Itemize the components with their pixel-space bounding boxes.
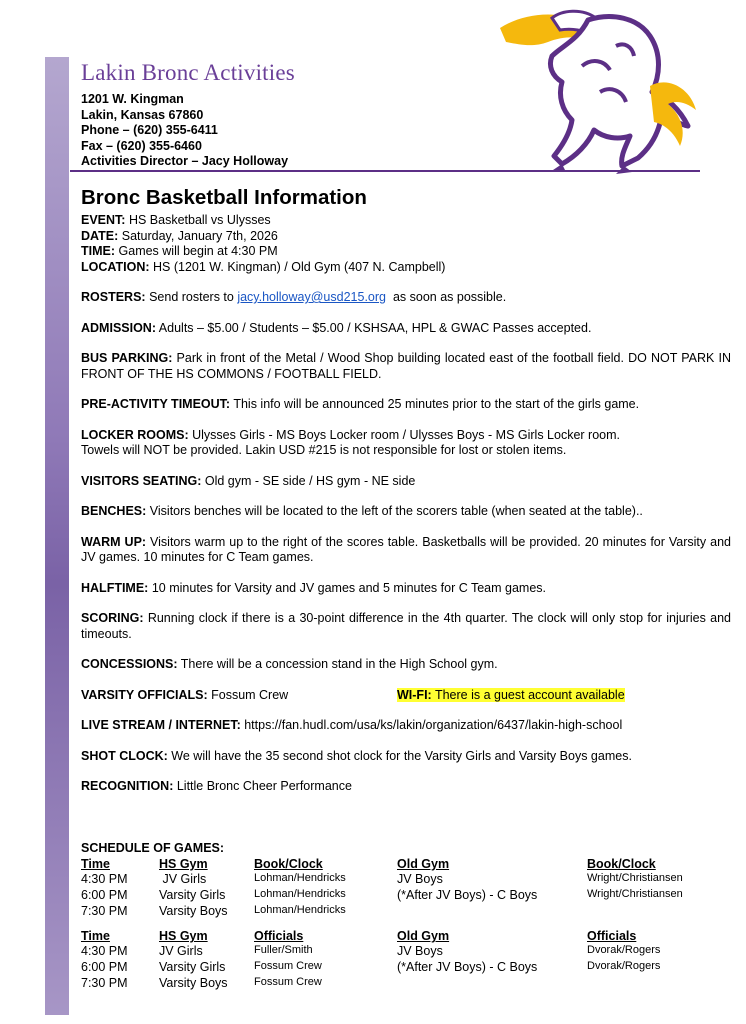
page-title: Bronc Basketball Information [81,186,367,209]
seating-line: VISITORS SEATING: Old gym - SE side / HS gym - NE side [81,473,416,488]
admission-line: ADMISSION: Adults – $5.00 / Students – $5.00 / KSHSAA, HPL & GWAC Passes accepted. [81,320,592,335]
col-header: Old Gym [397,857,450,871]
benches-line: BENCHES: Visitors benches will be located to the left of the scorers table (when seated at the table).. [81,504,643,518]
col-header: HS Gym [159,929,208,944]
col-header: Officials [254,929,304,944]
bus-parking-line: BUS PARKING: Park in front of the Metal / Wood Shop building located east of the football field. DO NOT PARK IN FRONT OF THE HS COMMONS / FOOTBALL FIELD. [81,351,731,381]
recognition-line: RECOGNITION: Little Bronc Cheer Performance [81,779,352,793]
fax-line: Fax – (620) 355-6460 [81,138,202,153]
col-header: HS Gym [159,857,208,871]
officials-line: VARSITY OFFICIALS: Fossum Crew [81,687,289,702]
schedule-title: SCHEDULE OF GAMES: [81,841,225,855]
bronco-logo-icon [492,6,702,174]
col-header: Officials [587,929,637,944]
schedule-section [81,841,707,992]
concessions-line: CONCESSIONS: There will be a concession stand in the High School gym. [81,657,498,671]
col-header: Time [81,857,110,871]
table-row: 4:30 PM JV Girls Lohman/Hendricks JV Boys Wright/Christiansen [81,872,683,886]
timeout-line: PRE-ACTIVITY TIMEOUT: This info will be announced 25 minutes prior to the start of the girls game. [81,397,640,411]
schedule-table-book-clock [81,856,707,919]
livestream-url[interactable]: https://fan.hudl.com/usa/ks/lakin/organization/6437/lakin-high-school [244,718,623,732]
director-line: Activities Director – Jacy Holloway [81,154,289,169]
table-row: 7:30 PM Varsity Boys Fossum Crew [81,975,322,990]
shotclock-line: SHOT CLOCK: We will have the 35 second shot clock for the Varsity Girls and Varsity Boys games. [81,748,632,763]
rosters-line: ROSTERS: Send rosters to jacy.holloway@usd215.org as soon as possible. [81,290,507,304]
event-line: EVENT: HS Basketball vs Ulysses [81,213,271,227]
warmup-line: WARM UP: Visitors warm up to the right of the scores table. Basketballs will be provided. 20 minutes for Varsity and JV games. 10 minutes for C Team games. [81,534,731,564]
col-header: Book/Clock [587,857,656,871]
time-line: TIME: Games will begin at 4:30 PM [81,244,278,258]
address-line-2: Lakin, Kansas 67860 [81,107,204,122]
scoring-line: SCORING: Running clock if there is a 30-point difference in the 4th quarter. The clock will only stop for injuries and timeouts. [81,611,731,641]
date-line: DATE: Saturday, January 7th, 2026 [81,228,278,243]
col-header: Book/Clock [254,857,323,871]
contact-block [81,92,288,170]
address-line-1: 1201 W. Kingman [81,92,184,106]
location-line: LOCATION: HS (1201 W. Kingman) / Old Gym (407 N. Campbell) [81,259,446,274]
phone-line: Phone – (620) 355-6411 [81,123,218,138]
table-row: 6:00 PM Varsity Girls Fossum Crew (*After JV Boys) - C Boys Dvorak/Rogers [81,960,661,975]
wifi-line: WI-FI: There is a guest account available [397,687,625,702]
table-header-row [81,856,707,872]
schedule-table-officials [81,928,707,991]
info-body [81,186,731,795]
col-header: Time [81,929,110,944]
email-link[interactable]: jacy.holloway@usd215.org [237,290,386,304]
officials-wifi-row [81,688,731,704]
towels-line: Towels will NOT be provided. Lakin USD #215 is not responsible for lost or stolen items. [81,443,567,457]
header-divider [70,170,700,172]
halftime-line: HALFTIME: 10 minutes for Varsity and JV games and 5 minutes for C Team games. [81,580,547,595]
col-header: Old Gym [397,929,450,944]
table-row: 4:30 PM JV Girls Fuller/Smith JV Boys Dvorak/Rogers [81,944,661,959]
table-row: 7:30 PM Varsity Boys Lohman/Hendricks [81,903,346,918]
livestream-line: LIVE STREAM / INTERNET: https://fan.hudl.com/usa/ks/lakin/organization/6437/lakin-high-school [81,718,623,732]
table-row: 6:00 PM Varsity Girls Lohman/Hendricks (*After JV Boys) - C Boys Wright/Christiansen [81,887,683,902]
sidebar-accent-bar [45,57,69,1015]
table-header-row [81,928,707,944]
locker-line: LOCKER ROOMS: Ulysses Girls - MS Boys Locker room / Ulysses Boys - MS Girls Locker room. [81,427,620,442]
org-title: Lakin Bronc Activities [81,60,295,85]
